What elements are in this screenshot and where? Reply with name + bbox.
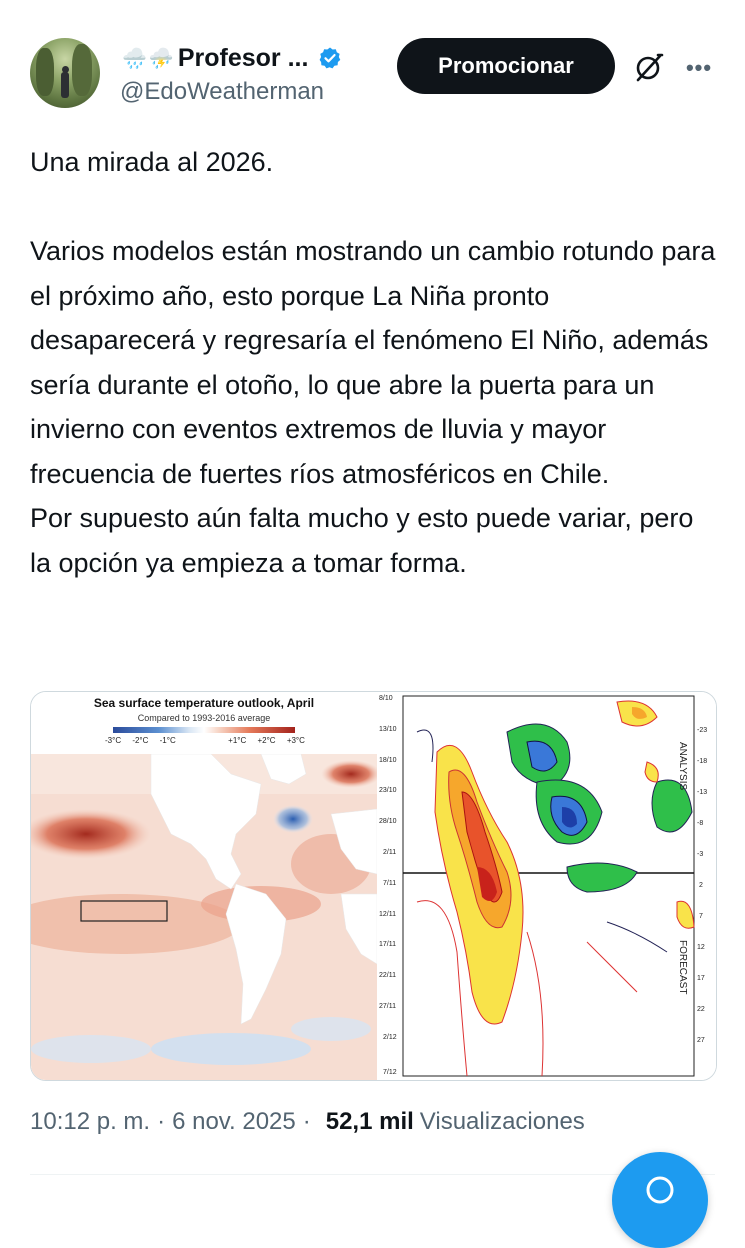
sst-outlook-map (31, 692, 377, 1080)
hov-y-label-right: -13 (697, 789, 708, 796)
hov-y-label: 23/10 (379, 787, 397, 794)
map-title: Sea surface temperature outlook, April (93, 696, 315, 710)
hov-y-label: 12/11 (379, 911, 396, 918)
meta-separator: · (302, 1108, 311, 1135)
hov-y-label: 2/12 (383, 1034, 397, 1041)
promote-button[interactable]: Promocionar (397, 38, 615, 94)
hov-y-label-right: 12 (697, 944, 705, 951)
rain-cloud-emoji: 🌧️ (122, 47, 147, 70)
tweet-paragraph-2: Varios modelos están mostrando un cambio rotundo para el próximo año, esto porque La Niña pronto desaparecerá y regresaría el fenómeno El Niño, además sería durante el otoño, lo que abre la puerta para un invierno con eventos extremos de lluvia y mayor frecuencia de fuertes ríos atmosféricos en Chile. (30, 236, 716, 489)
hov-y-label: 18/10 (379, 757, 397, 764)
author-name-row[interactable] (122, 42, 342, 74)
hov-y-label: 8/10 (379, 695, 393, 702)
verified-badge-icon (318, 46, 342, 70)
hov-y-label-right: 2 (699, 882, 703, 889)
hov-y-label: 2/11 (383, 849, 397, 856)
world-map (31, 754, 377, 1080)
divider (30, 1174, 715, 1175)
more-options-icon[interactable]: ••• (685, 55, 713, 80)
analysis-label: ANALYSIS (677, 742, 688, 791)
tweet-header (0, 0, 745, 130)
tweet-date[interactable]: 6 nov. 2025 (172, 1108, 296, 1135)
hov-y-label: 22/11 (379, 972, 396, 979)
compose-button[interactable] (612, 1152, 708, 1248)
tweet-meta (30, 1108, 585, 1136)
hov-y-label: 7/11 (383, 880, 397, 887)
hov-y-label: 17/11 (379, 941, 396, 948)
hov-y-label-right: -3 (697, 851, 704, 858)
hovmoller-diagram (377, 692, 716, 1080)
map-legend-ticks: -3°C -2°C -1°C +1°C +2°C +3°C (105, 736, 305, 745)
hov-y-label-right: -18 (697, 758, 708, 765)
map-legend-bar (113, 727, 295, 733)
tweet-paragraph-3: Por supuesto aún falta mucho y esto puede variar, pero la opción ya empieza a tomar forma. (30, 503, 694, 578)
forecast-label: FORECAST (677, 940, 688, 995)
hovmoller-plot (377, 692, 716, 1080)
hov-y-label-right: 7 (699, 913, 703, 920)
compose-icon (642, 1172, 678, 1208)
storm-cloud-emoji: ⛈️ (148, 47, 174, 70)
author-handle[interactable]: @EdoWeatherman (120, 78, 325, 105)
grok-icon[interactable] (632, 50, 666, 84)
hov-y-label: 7/12 (383, 1069, 397, 1076)
hov-y-label-right: 27 (697, 1037, 705, 1044)
tweet-line-1: Una mirada al 2026. (30, 147, 274, 177)
tweet-text (30, 140, 720, 585)
meta-separator: · (157, 1108, 166, 1135)
hov-y-label: 28/10 (379, 818, 397, 825)
hov-y-label-right: 17 (697, 975, 705, 982)
views-label[interactable]: Visualizaciones (419, 1108, 585, 1135)
hov-y-label-right: -8 (697, 820, 704, 827)
map-subtitle: Compared to 1993-2016 average (137, 713, 271, 723)
avatar[interactable] (30, 38, 100, 108)
hov-y-label-right: -23 (697, 727, 708, 734)
tweet-media-image[interactable] (30, 691, 717, 1081)
hov-y-label: 27/11 (379, 1003, 396, 1010)
display-name[interactable]: Profesor ... (177, 43, 309, 72)
views-count[interactable]: 52,1 mil (325, 1108, 414, 1135)
hov-y-label-right: 22 (697, 1006, 705, 1013)
hov-y-label: 13/10 (379, 726, 397, 733)
tweet-time[interactable]: 10:12 p. m. (30, 1108, 151, 1135)
